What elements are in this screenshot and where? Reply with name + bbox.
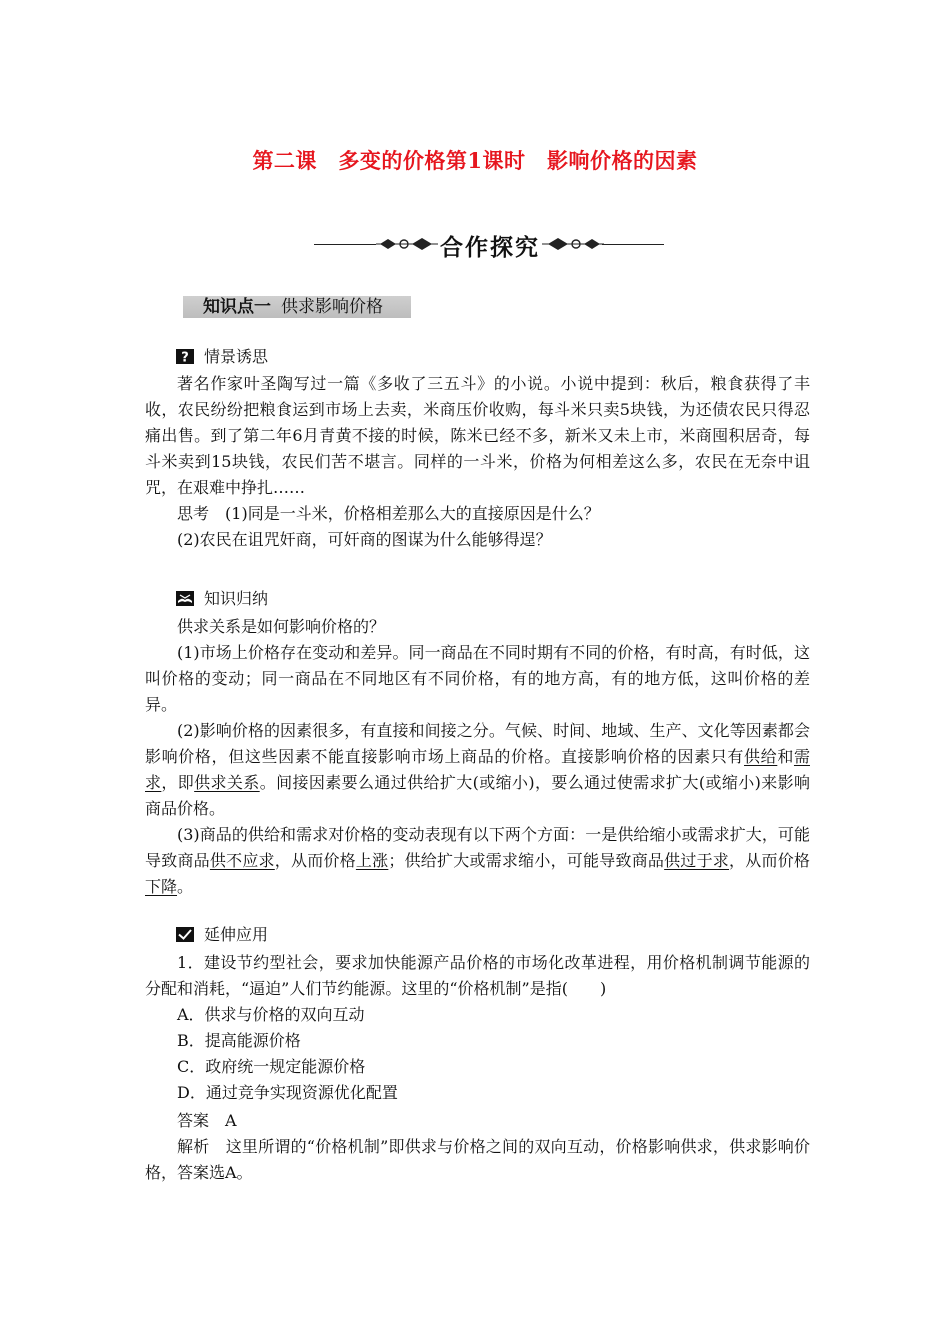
knowledge-point-heading: [183, 296, 411, 318]
application-heading: 延伸应用: [204, 925, 269, 944]
summary-p3-text-b: ，从而价格: [274, 851, 356, 870]
analysis-line: [145, 1134, 810, 1186]
analysis-text: 这里所谓的“价格机制”即供求与价格之间的双向互动，价格影响供求，供求影响价格，答案选A。: [145, 1137, 810, 1182]
summary-point-1: (1)市场上价格存在变动和差异。同一商品在不同时期有不同的价格，有时高，有时低，这叫价格的变动；同一商品在不同地区有不同价格，有的地方高，有的地方低，这叫价格的差异。: [145, 643, 810, 714]
think-label: 思考: [177, 504, 210, 523]
summary-p3-text-c: ；供给扩大或需求缩小，可能导致商品: [388, 851, 665, 870]
open-book-icon: [176, 591, 194, 606]
fill-blank-surplus: 供过于求: [664, 851, 730, 870]
banner-title: 合作探究: [440, 234, 540, 261]
application-heading-row: [176, 924, 268, 946]
summary-p3-text-e: 。: [177, 877, 194, 896]
scenario-story: 著名作家叶圣陶写过一篇《多收了三五斗》的小说。小说中提到：秋后，粮食获得了丰收，农民纷纷把粮食运到市场上去卖，米商压价收购，每斗米只卖5块钱，为还债农民只得忍痛出售。到了第二年6月青黄不接的时候，陈米已经不多，新米又未上市，米商囤积居奇，每斗米卖到15块钱，农民们苦不堪言。同样的一斗米，价格为何相差这么多，农民在无奈中诅咒，在艰难中挣扎……: [145, 374, 810, 497]
option-c: C．政府统一规定能源价格: [177, 1057, 366, 1076]
fill-blank-fall: 下降: [145, 877, 178, 896]
banner-divider-right: [602, 244, 664, 245]
fill-blank-supply-demand: 供求关系: [194, 773, 260, 792]
summary-p3-text-a: (3)商品的供给和需求对价格的变动表现有以下两个方面：一是供给缩小或需求扩大，可能导致商品: [145, 825, 810, 870]
application-block: [145, 950, 810, 1186]
knowledge-point-label: 知识点一: [203, 297, 271, 317]
summary-p2-text-b: 和: [777, 747, 794, 766]
summary-point-3: [145, 822, 810, 900]
ornament-left-icon: [376, 233, 438, 255]
scenario-heading-row: [176, 346, 268, 368]
summary-heading-row: [176, 588, 268, 610]
svg-text:?: ?: [181, 350, 189, 364]
answer-label: 答案: [177, 1111, 210, 1130]
summary-point-2: [145, 718, 810, 822]
option-d: D．通过竞争实现资源优化配置: [177, 1083, 398, 1102]
scenario-block: [145, 371, 810, 553]
answer-line: [145, 1108, 810, 1134]
summary-p2-text-d: 。间接因素要么通过供给扩大(或缩小)，要么通过使需求扩大(或缩小)来影响商品价格。: [145, 773, 810, 818]
think-question-2: (2)农民在诅咒奸商，可奸商的图谋为什么能够得逞？: [177, 530, 552, 549]
fill-blank-shortage: 供不应求: [209, 851, 275, 870]
application-question: 1．建设节约型社会，要求加快能源产品价格的市场化改革进程，用价格机制调节能源的分配和消耗，“逼迫”人们节约能源。这里的“价格机制”是指( ): [145, 953, 810, 998]
ornament-right-icon: [542, 233, 604, 255]
page-title: 第二课 多变的价格第1课时 影响价格的因素: [252, 148, 698, 173]
think-q1-text: (1)同是一斗米，价格相差那么大的直接原因是什么？: [225, 504, 600, 523]
summary-heading: 知识归纳: [204, 589, 269, 608]
banner-divider-left: [314, 244, 376, 245]
section-banner: [310, 226, 670, 262]
checkbox-checked-icon: [176, 927, 194, 942]
think-question-1: [145, 501, 810, 527]
summary-p2-text-c: ，即: [161, 773, 195, 792]
fill-blank-supply: 供给: [744, 747, 778, 766]
analysis-label: 解析: [177, 1137, 210, 1156]
summary-p3-text-d: ，从而价格: [729, 851, 810, 870]
summary-block: [145, 614, 810, 900]
answer-value: A: [225, 1111, 237, 1130]
summary-question: 供求关系是如何影响价格的？: [177, 617, 386, 636]
scenario-heading: 情景诱思: [204, 347, 269, 366]
knowledge-point-topic: 供求影响价格: [281, 297, 383, 317]
question-mark-icon: [176, 349, 194, 364]
summary-p2-text-a: (2)影响价格的因素很多，有直接和间接之分。气候、时间、地域、生产、文化等因素都会影响价格，但这些因素不能直接影响市场上商品的价格。直接影响价格的因素只有: [145, 721, 810, 766]
option-a: A．供求与价格的双向互动: [177, 1005, 365, 1024]
option-b: B．提高能源价格: [177, 1031, 301, 1050]
fill-blank-demand: 需求: [145, 747, 810, 792]
fill-blank-rise: 上涨: [355, 851, 389, 870]
